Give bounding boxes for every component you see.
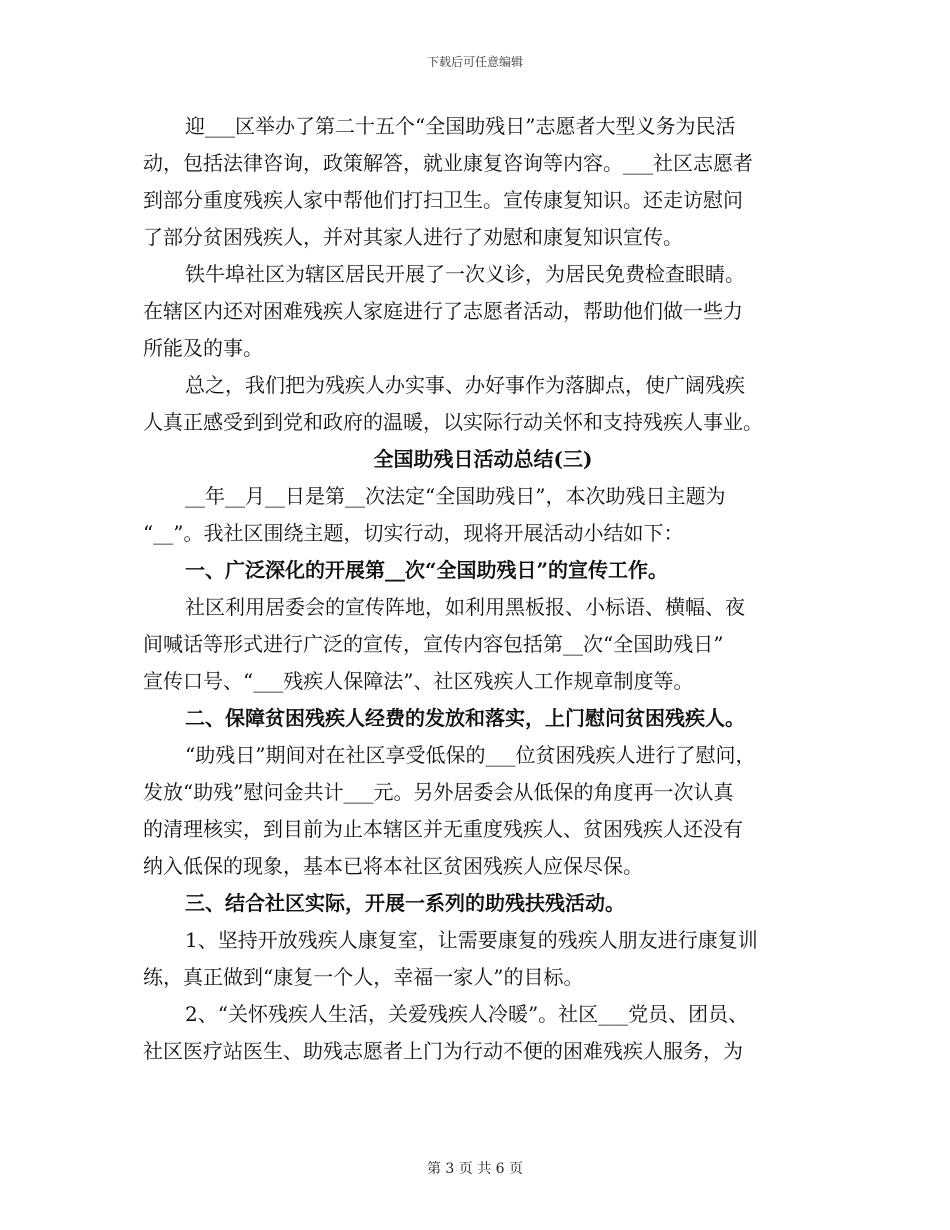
body-line: 的清理核实，到目前为止本辖区并无重度残疾人、贫困残疾人还没有: [143, 817, 743, 841]
header-note: 下载后可任意编辑: [426, 55, 523, 69]
body-line: “助残日”期间对在社区享受低保的___位贫困残疾人进行了慰问，: [185, 743, 756, 767]
body-line: 所能及的事。: [143, 336, 263, 360]
body-line: 间喊话等形式进行广泛的宣传，宣传内容包括第__次“全国助残日”: [143, 632, 724, 656]
body-line: 人真正感受到到党和政府的温暖，以实际行动关怀和支持残疾人事业。: [143, 410, 763, 434]
body-line: 动，包括法律咨询，政策解答，就业康复咨询等内容。___社区志愿者: [143, 151, 753, 175]
body-line: 练，真正做到“康复一个人，幸福一家人”的目标。: [143, 965, 584, 989]
body-line: 了部分贫困残疾人，并对其家人进行了劝慰和康复知识宣传。: [143, 225, 683, 249]
body-line: 纳入低保的现象，基本已将本社区贫困残疾人应保尽保。: [143, 854, 643, 878]
body-line: 到部分重度残疾人家中帮他们打扫卫生。宣传康复知识。还走访慰问: [143, 188, 743, 212]
body-line: 社区医疗站医生、助残志愿者上门为行动不便的困难残疾人服务，为: [143, 1039, 743, 1063]
body-line: “__”。我社区围绕主题，切实行动，现将开展活动小结如下：: [143, 521, 684, 545]
body-line: 1、坚持开放残疾人康复室，让需要康复的残疾人朋友进行康复训: [185, 928, 758, 952]
body-line: __年__月__日是第__次法定“全国助残日”，本次助残日主题为: [185, 484, 726, 508]
body-line: 宣传口号、“___残疾人保障法”、社区残疾人工作规章制度等。: [143, 669, 694, 693]
body-line: 2、“关怀残疾人生活，关爱残疾人冷暖”。社区___党员、团员、: [185, 1002, 749, 1026]
subheading: 二、保障贫困残疾人经费的发放和落实，上门慰问贫困残疾人。: [185, 706, 745, 730]
page-number: 第 3 页 共 6 页: [426, 1161, 524, 1177]
subheading: 三、结合社区实际，开展一系列的助残扶残活动。: [185, 891, 625, 915]
section-title: 全国助残日活动总结(三): [373, 447, 593, 471]
body-line: 发放“助残”慰问金共计___元。另外居委会从低保的角度再一次认真: [143, 780, 734, 804]
body-line: 总之，我们把为残疾人办实事、办好事作为落脚点，使广阔残疾: [185, 373, 745, 397]
body-line: 在辖区内还对困难残疾人家庭进行了志愿者活动，帮助他们做一些力: [143, 299, 743, 323]
body-line: 迎___区举办了第二十五个“全国助残日”志愿者大型义务为民活: [185, 114, 736, 138]
document-body: [143, 108, 823, 1070]
body-line: 铁牛埠社区为辖区居民开展了一次义诊，为居民免费检查眼睛。: [185, 262, 745, 286]
subheading: 一、广泛深化的开展第__次“全国助残日”的宣传工作。: [185, 558, 669, 582]
body-line: 社区利用居委会的宣传阵地，如利用黑板报、小标语、横幅、夜: [185, 595, 745, 619]
